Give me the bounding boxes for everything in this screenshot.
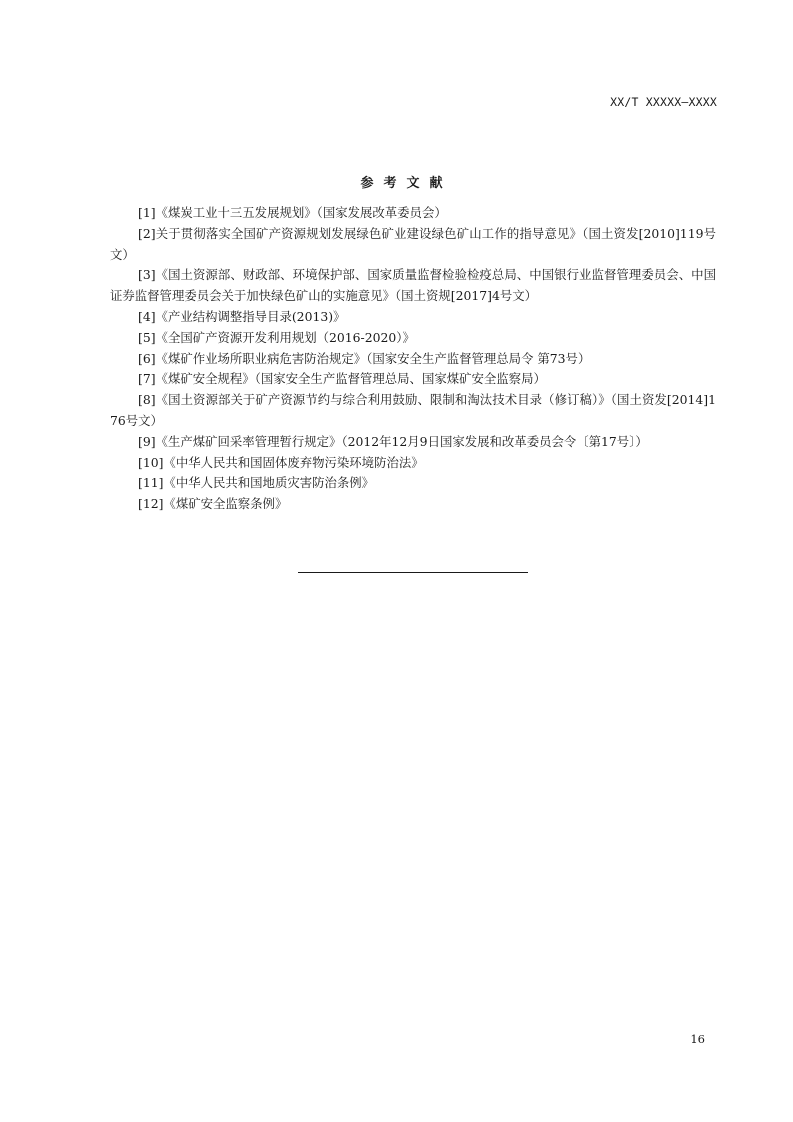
- reference-list: [110, 203, 716, 515]
- reference-item-10: [10]《中华人民共和国固体废弃物污染环境防治法》: [138, 454, 424, 470]
- page-number: 16: [690, 1032, 705, 1046]
- reference-item-6: [6]《煤矿作业场所职业病危害防治规定》（国家安全生产监督管理总局令 第73号）: [138, 350, 591, 366]
- reference-item-4: [4]《产业结构调整指导目录(2013)》: [138, 308, 346, 324]
- reference-item-8: [8]《国土资源部关于矿产资源节约与综合利用鼓励、限制和淘汰技术目录（修订稿）》（国土资发[2014]176号文）: [110, 392, 716, 428]
- reference-item-9: [9]《生产煤矿回采率管理暂行规定》（2012年12月9日国家发展和改革委员会令〔第17号〕）: [138, 433, 648, 449]
- reference-item-1: [1]《煤炭工业十三五发展规划》（国家发展改革委员会）: [138, 205, 447, 220]
- reference-item-11: [11]《中华人民共和国地质灾害防治条例》: [138, 475, 375, 491]
- reference-item-3: [3]《国土资源部、财政部、环境保护部、国家质量监督检验检疫总局、中国银行业监督管理委员会、中国证券监督管理委员会关于加快绿色矿山的实施意见》（国土资规[2017]4号文）: [110, 267, 716, 304]
- reference-item-2: [2]关于贯彻落实全国矿产资源规划发展绿色矿业建设绿色矿山工作的指导意见》（国土资发[2010]119号文）: [110, 225, 716, 262]
- reference-item-5: [5]《全国矿产资源开发利用规划（2016-2020）》: [138, 329, 415, 345]
- reference-item-7: [7]《煤矿安全规程》（国家安全生产监督管理总局、国家煤矿安全监察局）: [138, 371, 546, 387]
- document-code: XX/T XXXXX—XXXX: [610, 95, 717, 109]
- section-title: 参考文献: [360, 176, 453, 191]
- reference-item-12: [12]《煤矿安全监察条例》: [138, 496, 288, 512]
- end-divider: [298, 572, 528, 573]
